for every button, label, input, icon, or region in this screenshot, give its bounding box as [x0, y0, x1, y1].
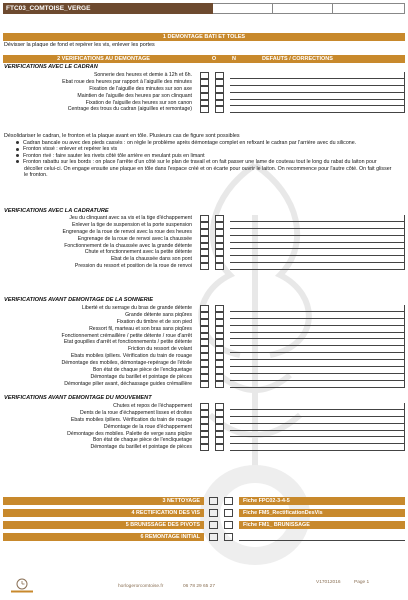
checkbox-non[interactable] — [215, 312, 224, 319]
checkbox-oui[interactable] — [200, 360, 209, 367]
checkbox-non[interactable] — [215, 333, 224, 340]
bullet-item: Fronton rivé : faire sauter les rivets côté tôle arrière en meulant puis en limant — [24, 153, 394, 159]
checkbox-non[interactable] — [224, 497, 233, 505]
checkbox-non[interactable] — [215, 256, 224, 263]
column-n-label: N — [224, 55, 244, 63]
checklist-row — [3, 243, 405, 250]
checklist-row — [3, 222, 405, 229]
checkbox-oui[interactable] — [200, 424, 209, 431]
checkbox-non[interactable] — [215, 424, 224, 431]
checkbox-non[interactable] — [215, 431, 224, 438]
checklist-row — [3, 437, 405, 444]
checkbox-non[interactable] — [215, 236, 224, 243]
checkbox-oui[interactable] — [200, 403, 209, 410]
checkbox-oui[interactable] — [200, 346, 209, 353]
checklist-row — [3, 333, 405, 340]
checklist-label: Démontage du barillet et pointage de pièces — [90, 373, 192, 380]
checklist-label: Friction du ressort de volant — [127, 346, 192, 353]
checkbox-oui[interactable] — [200, 106, 209, 113]
checklist-label: Démontage des mobiles, démontage-repérage de l'étoile — [61, 360, 192, 367]
defaults-field[interactable] — [230, 431, 405, 438]
checklist-row — [3, 79, 405, 86]
checkbox-oui[interactable] — [200, 249, 209, 256]
checkbox-non[interactable] — [215, 100, 224, 107]
document-header — [3, 3, 405, 14]
checkbox-oui[interactable] — [200, 72, 209, 79]
section-2-bar — [3, 55, 405, 63]
final-step-row — [3, 497, 405, 505]
checklist-row — [3, 360, 405, 367]
defaults-field[interactable] — [230, 381, 405, 388]
final-step-row — [3, 509, 405, 517]
checklist-row — [3, 444, 405, 451]
footer-page: Page 1 — [354, 580, 370, 585]
checklist-label: Pression du ressort et position de la roue de renvoi — [74, 263, 192, 270]
checklist-label: Engrenage de la roue de renvoi avec la roue des heures — [62, 228, 192, 235]
footer-version: V17012016 — [316, 580, 341, 585]
checklist-label: Fonctionnement de la chaussée avec la grande détente — [64, 242, 192, 249]
checkbox-non[interactable] — [215, 360, 224, 367]
final-step-label: 5 BRUNISSAGE DES PIVOTS — [3, 521, 204, 529]
checkbox-oui[interactable] — [209, 521, 218, 529]
checklist-label: Ebat de la chaussée dans son pont — [110, 256, 192, 263]
checkbox-non[interactable] — [224, 533, 233, 541]
defaults-field[interactable] — [230, 339, 405, 346]
bullet-item: Fronton rabattu sur les bords : on place l'arrête d'un côté sur le plan de travail et on fait passer une lame de couteau tout le long du rabat du laiton pour décoller celui-ci. On engage ensuite une plaque en tôle dans l'espace créé et on écarte pour ouvrir le laiton. On recommence pour l'autre côté. On fait glisser le fronton. — [24, 159, 394, 178]
checkbox-oui[interactable] — [200, 93, 209, 100]
checkbox-oui[interactable] — [200, 79, 209, 86]
checkbox-non[interactable] — [215, 305, 224, 312]
cadran-bullets — [24, 140, 394, 178]
defaults-field[interactable] — [230, 374, 405, 381]
checkbox-non[interactable] — [215, 339, 224, 346]
checklist-label: Chute et fonctionnement avec la petite détente — [84, 249, 192, 256]
defaults-field[interactable] — [230, 93, 405, 100]
defaults-field[interactable] — [230, 417, 405, 424]
checkbox-non[interactable] — [224, 521, 233, 529]
final-step-row — [3, 521, 405, 529]
defaults-field[interactable] — [230, 229, 405, 236]
checklist-row — [3, 263, 405, 270]
checklist-row — [3, 249, 405, 256]
checklist-row — [3, 100, 405, 107]
defaults-field[interactable] — [230, 305, 405, 312]
checkbox-non[interactable] — [215, 367, 224, 374]
checkbox-non[interactable] — [215, 346, 224, 353]
document-footer — [0, 581, 408, 595]
checklist-label: Enlever la tige de suspension et la porte suspension — [72, 221, 192, 228]
final-step-reference: Fiche FM5_RectificationDesVis — [239, 509, 405, 517]
defaults-field[interactable] — [230, 444, 405, 451]
checklist-label: Démontage du barillet et pointage de pièces — [90, 444, 192, 451]
checkbox-non[interactable] — [215, 410, 224, 417]
checklist-label: Bon état de chaque pièce de l'encliquetage — [92, 367, 192, 374]
checklist-row — [3, 410, 405, 417]
checkbox-oui[interactable] — [200, 312, 209, 319]
checkbox-oui[interactable] — [200, 215, 209, 222]
footer-email: horlogerorcomtoise.fr — [118, 584, 164, 589]
checklist-label: Maintien de l'aiguille des heures par son clinquant — [77, 92, 192, 99]
sonnerie-rows — [3, 305, 405, 388]
checkbox-oui[interactable] — [209, 509, 218, 517]
defaults-field[interactable] — [230, 222, 405, 229]
defaults-field[interactable] — [230, 326, 405, 333]
checklist-row — [3, 256, 405, 263]
section-1-bar: 1 DEMONTAGE BATI ET TOLES — [3, 33, 405, 41]
final-step-row — [3, 533, 405, 541]
checkbox-non[interactable] — [215, 222, 224, 229]
checkbox-oui[interactable] — [200, 431, 209, 438]
mouvement-section-title: VERIFICATIONS AVANT DEMONTAGE DU MOUVEMENT — [4, 395, 152, 401]
checkbox-non[interactable] — [215, 243, 224, 250]
defaults-field[interactable] — [230, 79, 405, 86]
header-field-1[interactable] — [213, 3, 273, 14]
defaults-field[interactable] — [230, 360, 405, 367]
defaults-field[interactable] — [230, 72, 405, 79]
checklist-label: Fonctionnement crémaillère / petite détente / roue d'arrêt — [61, 332, 192, 339]
defaults-field[interactable] — [230, 410, 405, 417]
final-step-reference — [239, 533, 405, 541]
checkbox-oui[interactable] — [200, 437, 209, 444]
checkbox-oui[interactable] — [200, 381, 209, 388]
checkbox-non[interactable] — [215, 263, 224, 270]
checkbox-oui[interactable] — [200, 86, 209, 93]
defaults-field[interactable] — [230, 243, 405, 250]
checklist-row — [3, 326, 405, 333]
defaults-field[interactable] — [230, 86, 405, 93]
checkbox-non[interactable] — [215, 249, 224, 256]
checkbox-non[interactable] — [215, 403, 224, 410]
checklist-label: Grande détente sans piqûres — [125, 311, 192, 318]
bullet-item: Fronton vissé : enlever et repérer les vis — [24, 146, 394, 152]
checklist-row — [3, 403, 405, 410]
defaults-field[interactable] — [230, 215, 405, 222]
checkbox-oui[interactable] — [209, 533, 218, 541]
checklist-row — [3, 215, 405, 222]
checkbox-oui[interactable] — [200, 222, 209, 229]
cadran-section-title: VERIFICATIONS AVEC LE CADRAN — [4, 64, 98, 70]
checklist-label: Etat goupilles d'arrêt et fonctionnements / petite détente — [63, 339, 192, 346]
checklist-label: Engrenage de la roue de renvoi avec la chaussée — [77, 235, 192, 242]
checklist-label: Démontage de la roue d'échappement — [103, 423, 192, 430]
cadran-note: Désolidariser le cadran, le fronton et la plaque avant en tôle. Plusieurs cas de figure sont possibles — [4, 133, 240, 139]
checklist-row — [3, 339, 405, 346]
checklist-row — [3, 86, 405, 93]
checkbox-non[interactable] — [215, 374, 224, 381]
checklist-row — [3, 106, 405, 113]
checklist-label: Dents de la roue d'échappement lisses et droites — [79, 409, 192, 416]
footer-phone: 06 78 29 65 27 — [183, 584, 216, 589]
checkbox-oui[interactable] — [200, 339, 209, 346]
checklist-row — [3, 72, 405, 79]
defaults-field[interactable] — [230, 424, 405, 431]
checklist-label: Jeu du clinquant avec sa vis et la tige d'échappement — [69, 215, 192, 221]
checklist-label: Sonnerie des heures et demie à 12h et 6h. — [93, 72, 192, 78]
checklist-row — [3, 353, 405, 360]
cadrature-rows — [3, 215, 405, 270]
checklist-label: Ebats mobiles /piliers. Vérification du train de rouage — [70, 416, 192, 423]
checkbox-non[interactable] — [215, 326, 224, 333]
final-step-reference: Fiche FPC02-3-4-5 — [239, 497, 405, 505]
checkbox-non[interactable] — [215, 93, 224, 100]
checklist-row — [3, 93, 405, 100]
column-o-label: O — [204, 55, 224, 63]
defaults-field[interactable] — [230, 346, 405, 353]
checklist-row — [3, 431, 405, 438]
checklist-label: Ressort fil, marteau et son bras sans piqûres — [89, 325, 192, 332]
section-2-title: 2 VERIFICATIONS AU DEMONTAGE — [3, 55, 204, 63]
cadran-rows — [3, 72, 405, 113]
checklist-label: Bon état de chaque pièce de l'encliquetage — [92, 437, 192, 444]
checklist-row — [3, 305, 405, 312]
checkbox-oui[interactable] — [200, 236, 209, 243]
checklist-label: Ebats mobiles /piliers. Vérification du train de rouage — [70, 353, 192, 360]
defaults-field[interactable] — [230, 353, 405, 360]
checkbox-oui[interactable] — [200, 353, 209, 360]
checkbox-non[interactable] — [215, 86, 224, 93]
checkbox-oui[interactable] — [200, 333, 209, 340]
header-field-3[interactable] — [333, 3, 405, 14]
checkbox-non[interactable] — [215, 72, 224, 79]
checkbox-non[interactable] — [215, 229, 224, 236]
defaults-field[interactable] — [230, 367, 405, 374]
checklist-row — [3, 374, 405, 381]
checkbox-oui[interactable] — [200, 243, 209, 250]
checkbox-non[interactable] — [215, 106, 224, 113]
defaults-field[interactable] — [230, 437, 405, 444]
checklist-row — [3, 424, 405, 431]
defaults-field[interactable] — [230, 256, 405, 263]
final-step-label: 3 NETTOYAGE — [3, 497, 204, 505]
checklist-row — [3, 312, 405, 319]
checkbox-oui[interactable] — [200, 229, 209, 236]
checklist-label: Ebat roue des heures par rapport à l'aiguille des minutes — [62, 78, 192, 85]
checklist-row — [3, 381, 405, 388]
checkbox-oui[interactable] — [200, 263, 209, 270]
checklist-label: Démontage pilier avant, déchassage guides crémaillère — [64, 380, 192, 387]
checkbox-oui[interactable] — [200, 374, 209, 381]
defaults-field[interactable] — [230, 312, 405, 319]
checklist-row — [3, 236, 405, 243]
bullet-item: Cadran bancale ou avec des pieds cassés : on règle le problème après démontage complet en refixant le cadran par l'arrière avec du silicone. — [24, 140, 394, 146]
header-field-2[interactable] — [273, 3, 333, 14]
checklist-label: Fixation du timbre et de son pied — [116, 318, 192, 325]
column-defaults-label: DEFAUTS / CORRECTIONS — [244, 55, 405, 63]
defaults-field[interactable] — [230, 249, 405, 256]
checklist-label: Fixation de l'aiguille des minutes sur son axe — [89, 85, 192, 92]
checkbox-non[interactable] — [215, 444, 224, 451]
checklist-label: Chutes et repos de l'échappement — [113, 403, 192, 409]
defaults-field[interactable] — [230, 263, 405, 270]
checkbox-oui[interactable] — [200, 100, 209, 107]
checklist-row — [3, 229, 405, 236]
checkbox-non[interactable] — [215, 319, 224, 326]
checkbox-oui[interactable] — [200, 417, 209, 424]
checklist-row — [3, 417, 405, 424]
checkbox-oui[interactable] — [200, 444, 209, 451]
checklist-row — [3, 346, 405, 353]
checkbox-oui[interactable] — [200, 367, 209, 374]
checkbox-non[interactable] — [215, 381, 224, 388]
defaults-field[interactable] — [230, 333, 405, 340]
checkbox-oui[interactable] — [200, 305, 209, 312]
checklist-label: Liberté et du serrage du bras de grande détente — [81, 305, 192, 311]
checkbox-non[interactable] — [215, 417, 224, 424]
final-step-label: 4 RECTIFICATION DES VIS — [3, 509, 204, 517]
checkbox-oui[interactable] — [200, 256, 209, 263]
defaults-field[interactable] — [230, 403, 405, 410]
final-step-reference: Fiche FM1_ BRUNISSAGE — [239, 521, 405, 529]
checkbox-oui[interactable] — [209, 497, 218, 505]
checkbox-oui[interactable] — [200, 326, 209, 333]
defaults-field[interactable] — [230, 319, 405, 326]
sonnerie-section-title: VERIFICATIONS AVANT DEMONTAGE DE LA SONNERIE — [4, 297, 153, 303]
checklist-label: Centrage des trous du cadran (aiguilles et remontage) — [67, 106, 192, 113]
final-step-label: 6 REMONTAGE INITIAL — [3, 533, 204, 541]
defaults-field[interactable] — [230, 106, 405, 113]
cadrature-section-title: VERIFICATIONS AVEC LA CADRATURE — [4, 208, 109, 214]
section-1-text: Dévisser la plaque de fond et repérer les vis, enlever les portes — [4, 42, 155, 48]
checkbox-non[interactable] — [224, 509, 233, 517]
checkbox-non[interactable] — [215, 437, 224, 444]
checkbox-oui[interactable] — [200, 319, 209, 326]
checklist-row — [3, 319, 405, 326]
mouvement-rows — [3, 403, 405, 451]
checkbox-non[interactable] — [215, 215, 224, 222]
defaults-field[interactable] — [230, 100, 405, 107]
defaults-field[interactable] — [230, 236, 405, 243]
checklist-row — [3, 367, 405, 374]
checklist-label: Fixation de l'aiguille des heures sur son canon — [85, 99, 192, 106]
checkbox-non[interactable] — [215, 79, 224, 86]
checklist-label: Démontage des mobiles. Palette de verge sans piqûre — [67, 430, 192, 437]
checkbox-non[interactable] — [215, 353, 224, 360]
document-title: FTC03_COMTOISE_VERGE — [3, 3, 213, 14]
checkbox-oui[interactable] — [200, 410, 209, 417]
